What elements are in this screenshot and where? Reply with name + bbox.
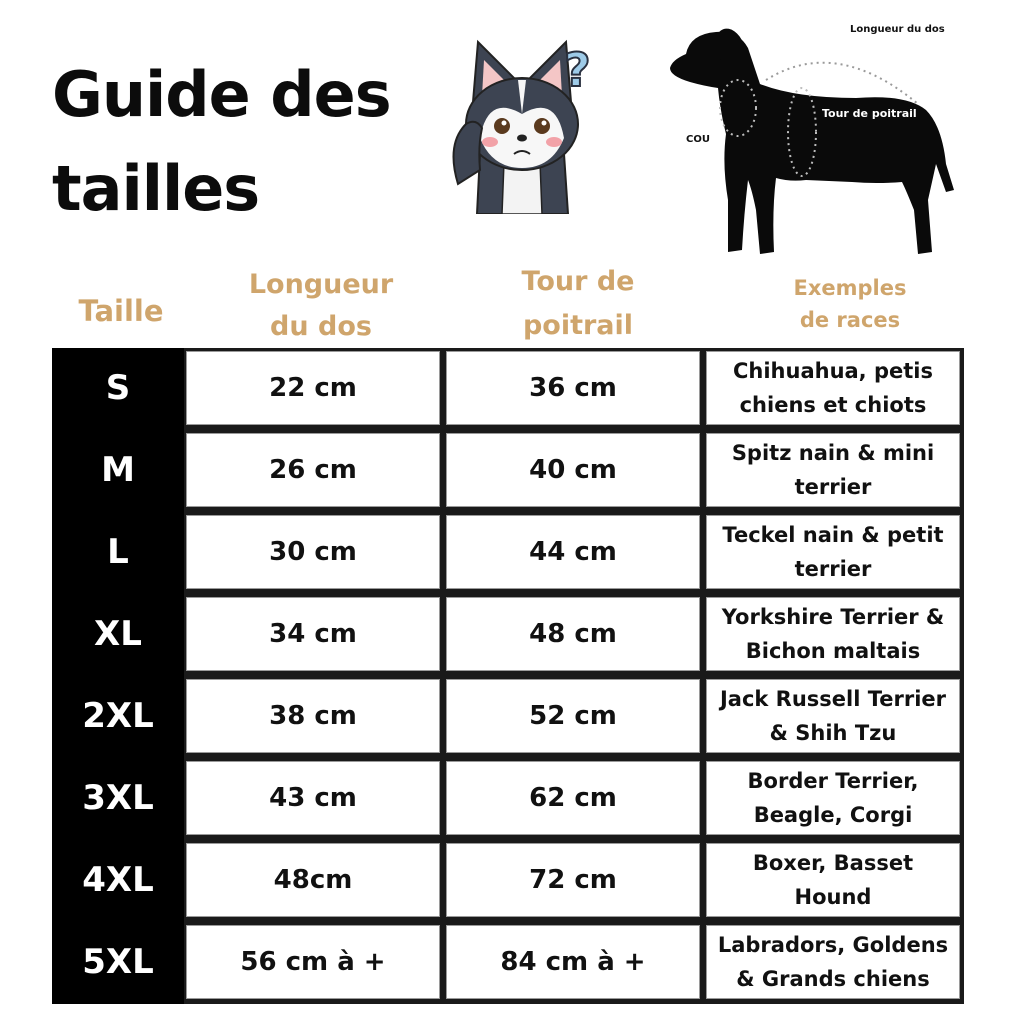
chest-cell: 40 cm [446, 433, 700, 507]
table-row [52, 512, 964, 592]
size-cell: M [101, 450, 135, 490]
breeds-line-2: terrier [794, 475, 872, 499]
back-length-cell: 30 cm [186, 515, 440, 589]
breeds-line-2: chiens et chiots [739, 393, 927, 417]
header-back-length [210, 264, 432, 348]
header-chest-line-2: poitrail [522, 310, 634, 341]
back-length-cell: 34 cm [186, 597, 440, 671]
chest-cell: 48 cm [446, 597, 700, 671]
back-length-cell: 56 cm à + [186, 925, 440, 999]
title-line-1: Guide des [52, 58, 391, 131]
breeds-cell [706, 597, 960, 671]
size-cell: L [107, 532, 129, 572]
breeds-cell [706, 679, 960, 753]
table-row [52, 594, 964, 674]
header-size: Taille [78, 294, 164, 328]
breeds-cell [706, 351, 960, 425]
size-cell: 5XL [82, 942, 154, 982]
breeds-line-1: Labradors, Goldens [717, 933, 949, 957]
breeds-line-2: terrier [794, 557, 872, 581]
header-breeds-line-1: Exemples [793, 276, 907, 300]
breeds-line-2: Bichon maltais [745, 639, 921, 663]
confused-husky-illustration [432, 34, 612, 214]
chest-cell: 52 cm [446, 679, 700, 753]
header-breeds [750, 272, 950, 336]
breeds-line-1: Border Terrier, [747, 769, 919, 793]
breeds-line-2: & Grands chiens [736, 967, 930, 991]
breeds-line-1: Chihuahua, petis [732, 359, 933, 383]
header-chest [460, 260, 696, 348]
size-cell: 3XL [82, 778, 154, 818]
chest-label: Tour de poitrail [822, 107, 917, 120]
back-length-cell: 26 cm [186, 433, 440, 507]
header-back-length-line-2: du dos [270, 311, 372, 342]
title-line-2: tailles [52, 152, 260, 225]
size-cell: 4XL [82, 860, 154, 900]
table-row [52, 922, 964, 1002]
neck-label: COU [686, 134, 710, 145]
table-row [52, 676, 964, 756]
back-length-cell: 48cm [186, 843, 440, 917]
chest-cell: 72 cm [446, 843, 700, 917]
header-chest-line-1: Tour de [521, 266, 635, 297]
table-row [52, 758, 964, 838]
header-breeds-line-2: de races [799, 308, 901, 332]
breeds-line-2: Beagle, Corgi [753, 803, 913, 827]
size-cell: 2XL [82, 696, 154, 736]
chest-cell: 36 cm [446, 351, 700, 425]
breeds-line-1: Teckel nain & petit [722, 523, 944, 547]
table-row [52, 840, 964, 920]
breeds-line-2: & Shih Tzu [769, 721, 897, 745]
breeds-line-1: Boxer, Basset [752, 851, 914, 875]
breeds-line-1: Yorkshire Terrier & [721, 605, 945, 629]
breeds-cell [706, 925, 960, 999]
breeds-cell [706, 843, 960, 917]
back-length-cell: 38 cm [186, 679, 440, 753]
size-cell: XL [94, 614, 142, 654]
back-length-cell: 43 cm [186, 761, 440, 835]
svg-text:?: ? [564, 43, 591, 97]
breeds-line-2: Hound [794, 885, 872, 909]
table-row [52, 348, 964, 428]
back-length-label: Longueur du dos [850, 24, 945, 35]
back-length-cell: 22 cm [186, 351, 440, 425]
chest-cell: 62 cm [446, 761, 700, 835]
table-row [52, 430, 964, 510]
page-title [52, 48, 391, 236]
size-table [52, 348, 964, 1004]
breeds-cell [706, 433, 960, 507]
chest-cell: 84 cm à + [446, 925, 700, 999]
breeds-cell [706, 515, 960, 589]
breeds-cell [706, 761, 960, 835]
chest-cell: 44 cm [446, 515, 700, 589]
header-back-length-line-1: Longueur [248, 269, 394, 300]
breeds-line-1: Jack Russell Terrier [719, 687, 947, 711]
size-cell: S [105, 368, 131, 408]
breeds-line-1: Spitz nain & mini [731, 441, 935, 465]
